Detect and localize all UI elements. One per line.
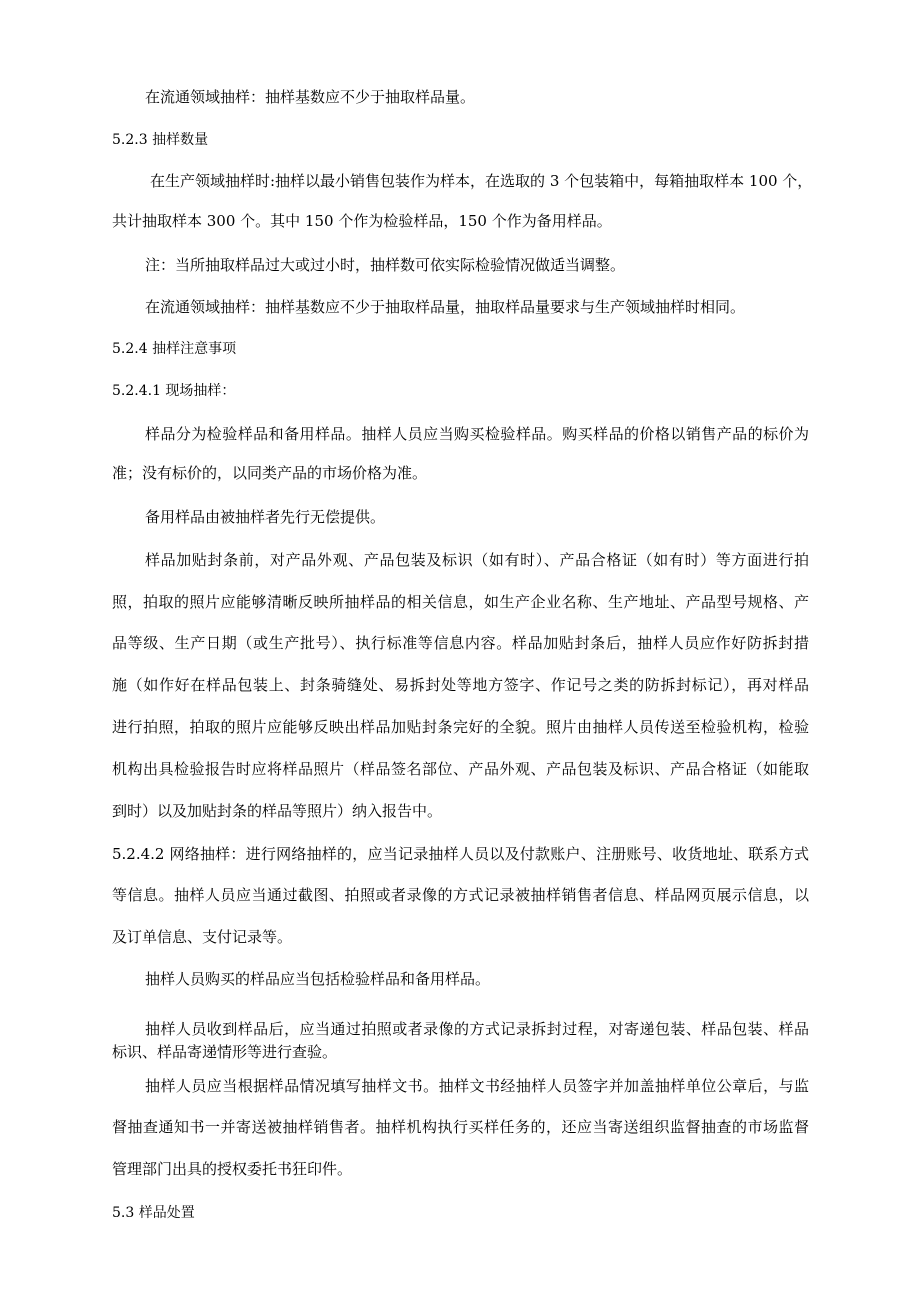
paragraph-line: 样品分为检验样品和备用样品。抽样人员应当购买检验样品。购买样品的价格以销售产品的标价为 [145, 425, 809, 443]
paragraph-line: 在生产领域抽样时:抽样以最小销售包装作为样本，在选取的 3 个包装箱中，每箱抽取样本 100 个， [150, 172, 813, 190]
section-heading: 5.3 样品处置 [112, 1205, 195, 1221]
paragraph-line: 样品加贴封条前，对产品外观、产品包装及标识（如有时）、产品合格证（如有时）等方面进行拍 [145, 551, 809, 569]
paragraph-line: 抽样人员应当根据样品情况填写抽样文书。抽样文书经抽样人员签字并加盖抽样单位公章后，与监 [145, 1077, 809, 1095]
paragraph-line: 品等级、生产日期（或生产批号）、执行标准等信息内容。样品加贴封条后，抽样人员应作好防拆封措 [112, 634, 809, 652]
paragraph-line: 及订单信息、支付记录等。 [112, 928, 293, 946]
paragraph-line: 抽样人员收到样品后，应当通过拍照或者录像的方式记录拆封过程，对寄递包装、样品包装、样品 [145, 1020, 809, 1038]
paragraph-line: 共计抽取样本 300 个。其中 150 个作为检验样品，150 个作为备用样品。 [112, 212, 612, 230]
paragraph-line: 准；没有标价的，以同类产品的市场价格为准。 [112, 464, 428, 482]
section-heading: 5.2.4 抽样注意事项 [112, 341, 237, 357]
paragraph-line: 督抽查通知书一并寄送被抽样销售者。抽样机构执行买样任务的，还应当寄送组织监督抽查的市场监督 [112, 1118, 809, 1136]
paragraph-line: 5.2.4.2 网络抽样：进行网络抽样的，应当记录抽样人员以及付款账户、注册账号、收货地址、联系方式 [112, 845, 809, 863]
paragraph-line: 照，拍取的照片应能够清晰反映所抽样品的相关信息，如生产企业名称、生产地址、产品型号规格、产 [112, 593, 809, 611]
paragraph-line: 到时）以及加贴封条的样品等照片）纳入报告中。 [112, 802, 443, 820]
paragraph-line: 注：当所抽取样品过大或过小时，抽样数可依实际检验情况做适当调整。 [145, 256, 626, 274]
section-heading: 5.2.4.1 现场抽样： [112, 383, 236, 399]
paragraph-line: 等信息。抽样人员应当通过截图、拍照或者录像的方式记录被抽样销售者信息、样品网页展示信息，以 [112, 886, 809, 904]
paragraph-line: 管理部门出具的授权委托书狂印件。 [112, 1160, 353, 1178]
paragraph-line: 进行拍照，拍取的照片应能够反映出样品加贴封条完好的全貌。照片由抽样人员传送至检验机构，检验 [112, 718, 809, 736]
section-heading: 5.2.3 抽样数量 [112, 132, 209, 148]
paragraph-line: 机构出具检验报告时应将样品照片（样品签名部位、产品外观、产品包装及标识、产品合格证（如能取 [112, 760, 809, 778]
paragraph-line: 标识、样品寄递情形等进行查验。 [112, 1043, 338, 1061]
paragraph-line: 抽样人员购买的样品应当包括检验样品和备用样品。 [145, 970, 491, 988]
paragraph-line: 施（如作好在样品包装上、封条骑缝处、易拆封处等地方签字、作记号之类的防拆封标记），再对样品 [112, 676, 809, 694]
paragraph-line: 在流通领域抽样：抽样基数应不少于抽取样品量，抽取样品量要求与生产领域抽样时相同。 [145, 298, 746, 316]
paragraph-line: 在流通领域抽样：抽样基数应不少于抽取样品量。 [145, 88, 476, 106]
paragraph-line: 备用样品由被抽样者先行无偿提供。 [145, 508, 386, 526]
